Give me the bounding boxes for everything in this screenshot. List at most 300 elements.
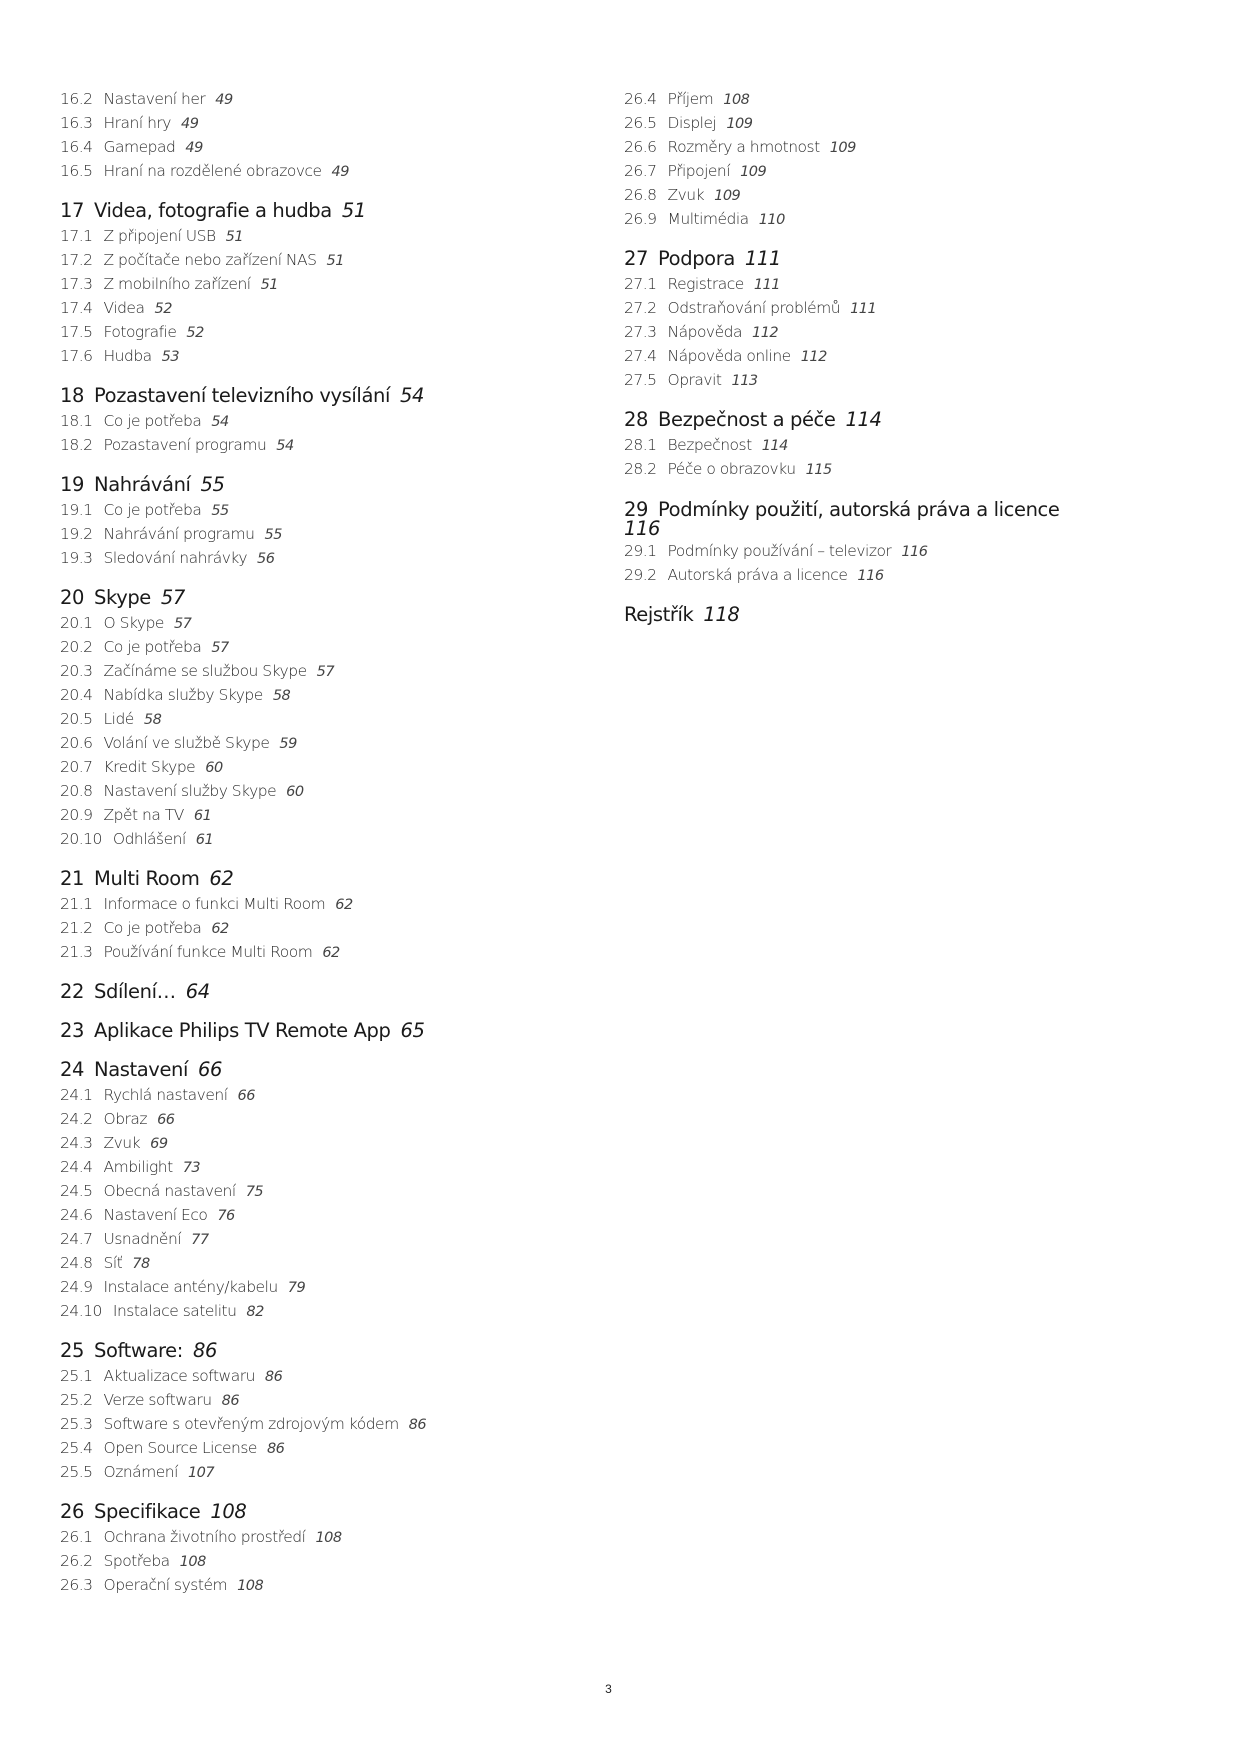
chapter-page-number: 57 — [160, 586, 185, 609]
chapter-heading[interactable] — [60, 383, 580, 408]
entry-title: Nastavení služby Skype — [103, 782, 277, 800]
toc-entry[interactable] — [60, 732, 580, 756]
chapter-title: Multi Room — [94, 867, 200, 890]
entry-title: Nastavení Eco — [103, 1206, 208, 1224]
entry-number: 19.2 — [60, 525, 93, 543]
toc-section — [60, 585, 580, 852]
entry-title: Ambilight — [103, 1158, 173, 1176]
chapter-number: 21 — [60, 867, 85, 890]
chapter-heading[interactable] — [60, 866, 580, 891]
entry-title: Informace o funkci Multi Room — [103, 895, 326, 913]
toc-entry[interactable] — [60, 804, 580, 828]
entry-title: Instalace antény/kabelu — [103, 1278, 278, 1296]
toc-entry[interactable] — [60, 636, 580, 660]
entry-number: 17.4 — [60, 299, 93, 317]
toc-section — [60, 979, 580, 1004]
toc-entry[interactable] — [60, 1204, 580, 1228]
toc-column-left — [60, 88, 580, 1598]
entry-title: Obecná nastavení — [103, 1182, 236, 1200]
entry-title: Displej — [667, 114, 717, 132]
entry-number: 26.6 — [624, 138, 657, 156]
entry-title: Aktualizace softwaru — [103, 1367, 255, 1385]
entry-number: 24.7 — [60, 1230, 93, 1248]
chapter-heading[interactable] — [60, 198, 580, 223]
entry-number: 16.4 — [60, 138, 93, 156]
toc-entry[interactable] — [60, 499, 580, 523]
entry-page-number: 55 — [211, 503, 229, 519]
entry-title: Instalace satelitu — [112, 1302, 237, 1320]
toc-entry[interactable] — [624, 458, 1144, 482]
entry-title: Lidé — [103, 710, 134, 728]
entry-number: 24.10 — [60, 1302, 102, 1320]
entry-number: 29.2 — [624, 566, 657, 584]
toc-entry[interactable] — [624, 540, 1144, 564]
entry-number: 27.4 — [624, 347, 657, 365]
toc-entry[interactable] — [60, 1574, 580, 1598]
chapter-page-number: 55 — [200, 473, 225, 496]
chapter-heading[interactable] — [60, 585, 580, 610]
toc-section — [624, 500, 1144, 588]
entry-page-number: 49 — [215, 92, 233, 108]
toc-entry[interactable] — [60, 345, 580, 369]
chapter-page-number: 51 — [341, 199, 366, 222]
chapter-number: 20 — [60, 586, 85, 609]
entry-page-number: 61 — [193, 808, 212, 824]
chapter-page-number: 108 — [210, 1500, 247, 1523]
chapter-page-number: 118 — [703, 603, 740, 626]
entry-page-number: 61 — [195, 832, 214, 848]
chapter-title: Software: — [94, 1339, 183, 1362]
entry-page-number: 52 — [154, 301, 172, 317]
entry-title: Hraní hry — [103, 114, 171, 132]
chapter-page-number: 86 — [192, 1339, 217, 1362]
entry-title: Zvuk — [103, 1134, 141, 1152]
entry-number: 17.1 — [60, 227, 93, 245]
entry-title: Spotřeba — [103, 1552, 170, 1570]
entry-page-number: 51 — [260, 277, 279, 293]
toc-entry[interactable] — [60, 88, 580, 112]
entry-title: Nápověda online — [667, 347, 791, 365]
entry-page-number: 112 — [751, 325, 779, 341]
entry-title: Obraz — [103, 1110, 148, 1128]
entry-number: 21.3 — [60, 943, 93, 961]
chapter-number: 22 — [60, 980, 85, 1003]
entry-title: Oznámení — [103, 1463, 178, 1481]
entry-number: 20.7 — [60, 758, 93, 776]
entry-number: 28.2 — [624, 460, 657, 478]
chapter-heading[interactable] — [624, 407, 1144, 432]
chapter-page-number: 65 — [400, 1019, 425, 1042]
entry-page-number: 112 — [800, 349, 827, 365]
toc-entry[interactable] — [60, 1108, 580, 1132]
entry-page-number: 57 — [316, 664, 335, 680]
entry-number: 21.2 — [60, 919, 93, 937]
entry-title: Rozměry a hmotnost — [667, 138, 820, 156]
chapter-number: 17 — [60, 199, 85, 222]
entry-page-number: 116 — [901, 544, 928, 560]
toc-entry[interactable] — [624, 273, 1144, 297]
toc-entry[interactable] — [60, 1300, 580, 1324]
entry-page-number: 111 — [850, 301, 877, 317]
chapter-page-number: 62 — [209, 867, 234, 890]
entry-page-number: 55 — [264, 527, 282, 543]
entry-number: 20.8 — [60, 782, 93, 800]
toc-entry[interactable] — [60, 660, 580, 684]
entry-number: 24.8 — [60, 1254, 93, 1272]
entry-number: 18.2 — [60, 436, 93, 454]
toc-entry[interactable] — [60, 410, 580, 434]
entry-number: 16.3 — [60, 114, 93, 132]
entry-title: Hraní na rozdělené obrazovce — [103, 162, 322, 180]
toc-entry[interactable] — [60, 225, 580, 249]
entry-number: 25.2 — [60, 1391, 93, 1409]
toc-entry[interactable] — [60, 612, 580, 636]
entry-title: Zpět na TV — [103, 806, 184, 824]
entry-page-number: 109 — [829, 140, 856, 156]
toc-entry[interactable] — [60, 1180, 580, 1204]
entry-title: Opravit — [667, 371, 722, 389]
entry-number: 19.3 — [60, 549, 93, 567]
entry-title: Bezpečnost — [667, 436, 752, 454]
toc-entry[interactable] — [624, 136, 1144, 160]
chapter-heading[interactable] — [60, 1338, 580, 1363]
chapter-page-number: 116 — [624, 517, 661, 540]
entry-page-number: 51 — [326, 253, 344, 269]
entry-title: Odhlášení — [112, 830, 186, 848]
chapter-heading[interactable] — [624, 246, 1144, 271]
entry-title: Gamepad — [103, 138, 176, 156]
entry-title: Registrace — [667, 275, 744, 293]
entry-number: 20.3 — [60, 662, 93, 680]
entry-title: Ochrana životního prostředí — [103, 1528, 306, 1546]
toc-entry[interactable] — [60, 1413, 580, 1437]
entry-page-number: 108 — [179, 1554, 206, 1570]
toc-section — [624, 88, 1144, 232]
entry-title: Co je potřeba — [103, 638, 202, 656]
toc-section — [60, 1018, 580, 1043]
entry-title: Odstraňování problémů — [667, 299, 841, 317]
entry-number: 26.9 — [624, 210, 657, 228]
entry-page-number: 114 — [761, 438, 788, 454]
entry-number: 20.2 — [60, 638, 93, 656]
toc-entry[interactable] — [60, 434, 580, 458]
entry-number: 26.5 — [624, 114, 657, 132]
entry-page-number: 108 — [237, 1578, 264, 1594]
entry-title: Začínáme se službou Skype — [103, 662, 307, 680]
entry-page-number: 57 — [173, 616, 192, 632]
toc-entry[interactable] — [60, 684, 580, 708]
entry-page-number: 66 — [157, 1112, 175, 1128]
entry-title: Z počítače nebo zařízení NAS — [103, 251, 317, 269]
entry-page-number: 82 — [246, 1304, 264, 1320]
entry-number: 26.2 — [60, 1552, 93, 1570]
toc-entry[interactable] — [60, 1132, 580, 1156]
chapter-title: Videa, fotografie a hudba — [94, 199, 332, 222]
entry-title: Z připojení USB — [103, 227, 216, 245]
entry-number: 27.3 — [624, 323, 657, 341]
entry-number: 25.1 — [60, 1367, 93, 1385]
entry-title: Volání ve službě Skype — [103, 734, 270, 752]
toc-section — [60, 866, 580, 965]
entry-number: 20.9 — [60, 806, 93, 824]
entry-page-number: 86 — [264, 1369, 283, 1385]
toc-entry[interactable] — [60, 1550, 580, 1574]
toc-entry[interactable] — [624, 160, 1144, 184]
toc-entry[interactable] — [624, 112, 1144, 136]
entry-page-number: 49 — [180, 116, 199, 132]
toc-entry[interactable] — [624, 88, 1144, 112]
entry-page-number: 52 — [186, 325, 204, 341]
chapter-title: Podmínky použití, autorská práva a licence — [658, 498, 1060, 521]
chapter-number: 24 — [60, 1058, 85, 1081]
entry-number: 26.7 — [624, 162, 657, 180]
entry-title: Kredit Skype — [103, 758, 196, 776]
entry-page-number: 76 — [217, 1208, 235, 1224]
entry-number: 27.5 — [624, 371, 657, 389]
entry-page-number: 62 — [335, 897, 353, 913]
entry-page-number: 54 — [211, 414, 229, 430]
toc-column-right — [624, 88, 1144, 629]
toc-section — [624, 602, 1144, 627]
entry-page-number: 107 — [187, 1465, 215, 1481]
entry-page-number: 51 — [225, 229, 244, 245]
page-number: 3 — [605, 1682, 612, 1696]
chapter-number: 29 — [624, 498, 649, 521]
entry-page-number: 57 — [211, 640, 229, 656]
entry-page-number: 75 — [245, 1184, 264, 1200]
entry-number: 24.9 — [60, 1278, 93, 1296]
toc-section — [60, 198, 580, 369]
toc-entry[interactable] — [60, 1156, 580, 1180]
entry-number: 25.5 — [60, 1463, 93, 1481]
entry-number: 25.3 — [60, 1415, 93, 1433]
chapter-heading[interactable] — [60, 1499, 580, 1524]
entry-page-number: 116 — [857, 568, 884, 584]
entry-page-number: 108 — [723, 92, 750, 108]
chapter-heading[interactable] — [60, 1018, 580, 1043]
toc-entry[interactable] — [60, 893, 580, 917]
toc-section — [60, 1499, 580, 1598]
entry-page-number: 60 — [286, 784, 304, 800]
toc-entry[interactable] — [60, 1389, 580, 1413]
chapter-number: 18 — [60, 384, 85, 407]
entry-title: Usnadnění — [103, 1230, 182, 1248]
toc-entry[interactable] — [60, 917, 580, 941]
entry-page-number: 60 — [205, 760, 223, 776]
entry-number: 27.1 — [624, 275, 657, 293]
chapter-title: Aplikace Philips TV Remote App — [94, 1019, 391, 1042]
entry-number: 26.8 — [624, 186, 657, 204]
chapter-title: Nastavení — [94, 1058, 189, 1081]
entry-page-number: 77 — [191, 1232, 209, 1248]
entry-title: Nabídka služby Skype — [103, 686, 263, 704]
entry-number: 24.2 — [60, 1110, 93, 1128]
toc-entry[interactable] — [60, 321, 580, 345]
entry-number: 17.5 — [60, 323, 93, 341]
entry-page-number: 109 — [740, 164, 767, 180]
entry-title: Rychlá nastavení — [103, 1086, 228, 1104]
entry-number: 20.4 — [60, 686, 93, 704]
entry-title: Nahrávání programu — [103, 525, 255, 543]
entry-page-number: 53 — [161, 349, 180, 365]
entry-number: 17.2 — [60, 251, 93, 269]
entry-number: 16.2 — [60, 90, 93, 108]
toc-entry[interactable] — [60, 1228, 580, 1252]
entry-title: Nastavení her — [103, 90, 206, 108]
toc-section — [60, 472, 580, 571]
toc-entry[interactable] — [624, 345, 1144, 369]
chapter-title: Bezpečnost a péče — [658, 408, 836, 431]
toc-section — [60, 88, 580, 184]
entry-title: Nápověda — [667, 323, 742, 341]
toc-entry[interactable] — [60, 297, 580, 321]
entry-page-number: 108 — [315, 1530, 342, 1546]
entry-number: 17.6 — [60, 347, 93, 365]
entry-number: 20.6 — [60, 734, 93, 752]
chapter-heading[interactable] — [624, 602, 1144, 627]
entry-number: 19.1 — [60, 501, 93, 519]
entry-page-number: 109 — [726, 116, 753, 132]
entry-number: 29.1 — [624, 542, 657, 560]
entry-title: Používání funkce Multi Room — [103, 943, 313, 961]
entry-title: Open Source License — [103, 1439, 257, 1457]
entry-page-number: 79 — [287, 1280, 306, 1296]
entry-number: 18.1 — [60, 412, 93, 430]
entry-title: Co je potřeba — [103, 919, 202, 937]
toc-entry[interactable] — [60, 523, 580, 547]
toc-entry[interactable] — [60, 708, 580, 732]
chapter-number: 19 — [60, 473, 85, 496]
toc-entry[interactable] — [60, 1252, 580, 1276]
entry-number: 26.4 — [624, 90, 657, 108]
toc-entry[interactable] — [60, 1084, 580, 1108]
entry-page-number: 110 — [758, 212, 785, 228]
toc-entry[interactable] — [60, 273, 580, 297]
toc-entry[interactable] — [60, 136, 580, 160]
toc-entry[interactable] — [60, 1437, 580, 1461]
entry-page-number: 86 — [266, 1441, 285, 1457]
chapter-number: 27 — [624, 247, 649, 270]
entry-title: Software s otevřeným zdrojovým kódem — [103, 1415, 399, 1433]
entry-number: 20.5 — [60, 710, 93, 728]
chapter-heading[interactable] — [60, 1057, 580, 1082]
entry-title: Zvuk — [667, 186, 705, 204]
entry-page-number: 58 — [272, 688, 291, 704]
entry-page-number: 58 — [143, 712, 162, 728]
entry-title: Příjem — [667, 90, 714, 108]
entry-title: Autorská práva a licence — [667, 566, 848, 584]
entry-title: Fotografie — [103, 323, 177, 341]
entry-title: Péče o obrazovku — [667, 460, 796, 478]
chapter-title: Specifikace — [94, 1500, 201, 1523]
toc-entry[interactable] — [60, 1276, 580, 1300]
toc-entry[interactable] — [60, 1365, 580, 1389]
entry-page-number: 109 — [714, 188, 741, 204]
entry-title: Operační systém — [103, 1576, 228, 1594]
entry-page-number: 66 — [237, 1088, 255, 1104]
toc-entry[interactable] — [60, 1461, 580, 1485]
chapter-title: Rejstřík — [624, 603, 694, 626]
entry-page-number: 86 — [408, 1417, 427, 1433]
toc-entry[interactable] — [60, 941, 580, 965]
chapter-title: Pozastavení televizního vysílání — [94, 384, 390, 407]
entry-title: Připojení — [667, 162, 731, 180]
entry-page-number: 49 — [331, 164, 349, 180]
entry-number: 27.2 — [624, 299, 657, 317]
entry-title: Sledování nahrávky — [103, 549, 248, 567]
toc-entry[interactable] — [624, 434, 1144, 458]
toc-entry[interactable] — [60, 1526, 580, 1550]
entry-page-number: 59 — [279, 736, 297, 752]
chapter-heading[interactable] — [60, 472, 580, 497]
entry-page-number: 78 — [132, 1256, 150, 1272]
entry-title: Videa — [103, 299, 145, 317]
chapter-heading[interactable] — [60, 979, 580, 1004]
entry-title: Co je potřeba — [103, 501, 202, 519]
entry-title: Co je potřeba — [103, 412, 202, 430]
toc-entry[interactable] — [60, 547, 580, 571]
entry-page-number: 62 — [322, 945, 340, 961]
entry-page-number: 115 — [805, 462, 832, 478]
toc-entry[interactable] — [624, 369, 1144, 393]
entry-number: 28.1 — [624, 436, 657, 454]
toc-entry[interactable] — [60, 756, 580, 780]
toc-section — [60, 383, 580, 458]
entry-page-number: 73 — [182, 1160, 201, 1176]
entry-page-number: 56 — [257, 551, 275, 567]
toc-entry[interactable] — [624, 208, 1144, 232]
toc-entry[interactable] — [624, 321, 1144, 345]
toc-entry[interactable] — [60, 780, 580, 804]
entry-page-number: 86 — [221, 1393, 240, 1409]
entry-page-number: 113 — [731, 373, 758, 389]
toc-entry[interactable] — [624, 564, 1144, 588]
entry-page-number: 62 — [211, 921, 229, 937]
toc-entry[interactable] — [624, 297, 1144, 321]
toc-entry[interactable] — [60, 828, 580, 852]
entry-number: 24.1 — [60, 1086, 93, 1104]
entry-number: 26.1 — [60, 1528, 93, 1546]
toc-section — [624, 246, 1144, 393]
chapter-heading[interactable] — [624, 500, 1094, 538]
entry-number: 24.5 — [60, 1182, 93, 1200]
chapter-title: Nahrávání — [94, 473, 191, 496]
toc-entry[interactable] — [60, 249, 580, 273]
chapter-title: Sdílení… — [94, 980, 176, 1003]
chapter-title: Podpora — [658, 247, 735, 270]
entry-number: 25.4 — [60, 1439, 93, 1457]
toc-entry[interactable] — [60, 112, 580, 136]
entry-title: O Skype — [103, 614, 164, 632]
toc-section — [624, 407, 1144, 482]
entry-number: 26.3 — [60, 1576, 93, 1594]
entry-title: Hudba — [103, 347, 152, 365]
chapter-page-number: 66 — [198, 1058, 223, 1081]
entry-title: Verze softwaru — [103, 1391, 212, 1409]
toc-entry[interactable] — [624, 184, 1144, 208]
entry-title: Z mobilního zařízení — [103, 275, 251, 293]
toc-entry[interactable] — [60, 160, 580, 184]
entry-page-number: 69 — [150, 1136, 168, 1152]
entry-page-number: 111 — [753, 277, 781, 293]
entry-number: 24.4 — [60, 1158, 93, 1176]
entry-page-number: 49 — [185, 140, 203, 156]
chapter-page-number: 64 — [185, 980, 210, 1003]
chapter-number: 26 — [60, 1500, 85, 1523]
chapter-number: 23 — [60, 1019, 85, 1042]
entry-page-number: 54 — [276, 438, 294, 454]
entry-number: 21.1 — [60, 895, 93, 913]
